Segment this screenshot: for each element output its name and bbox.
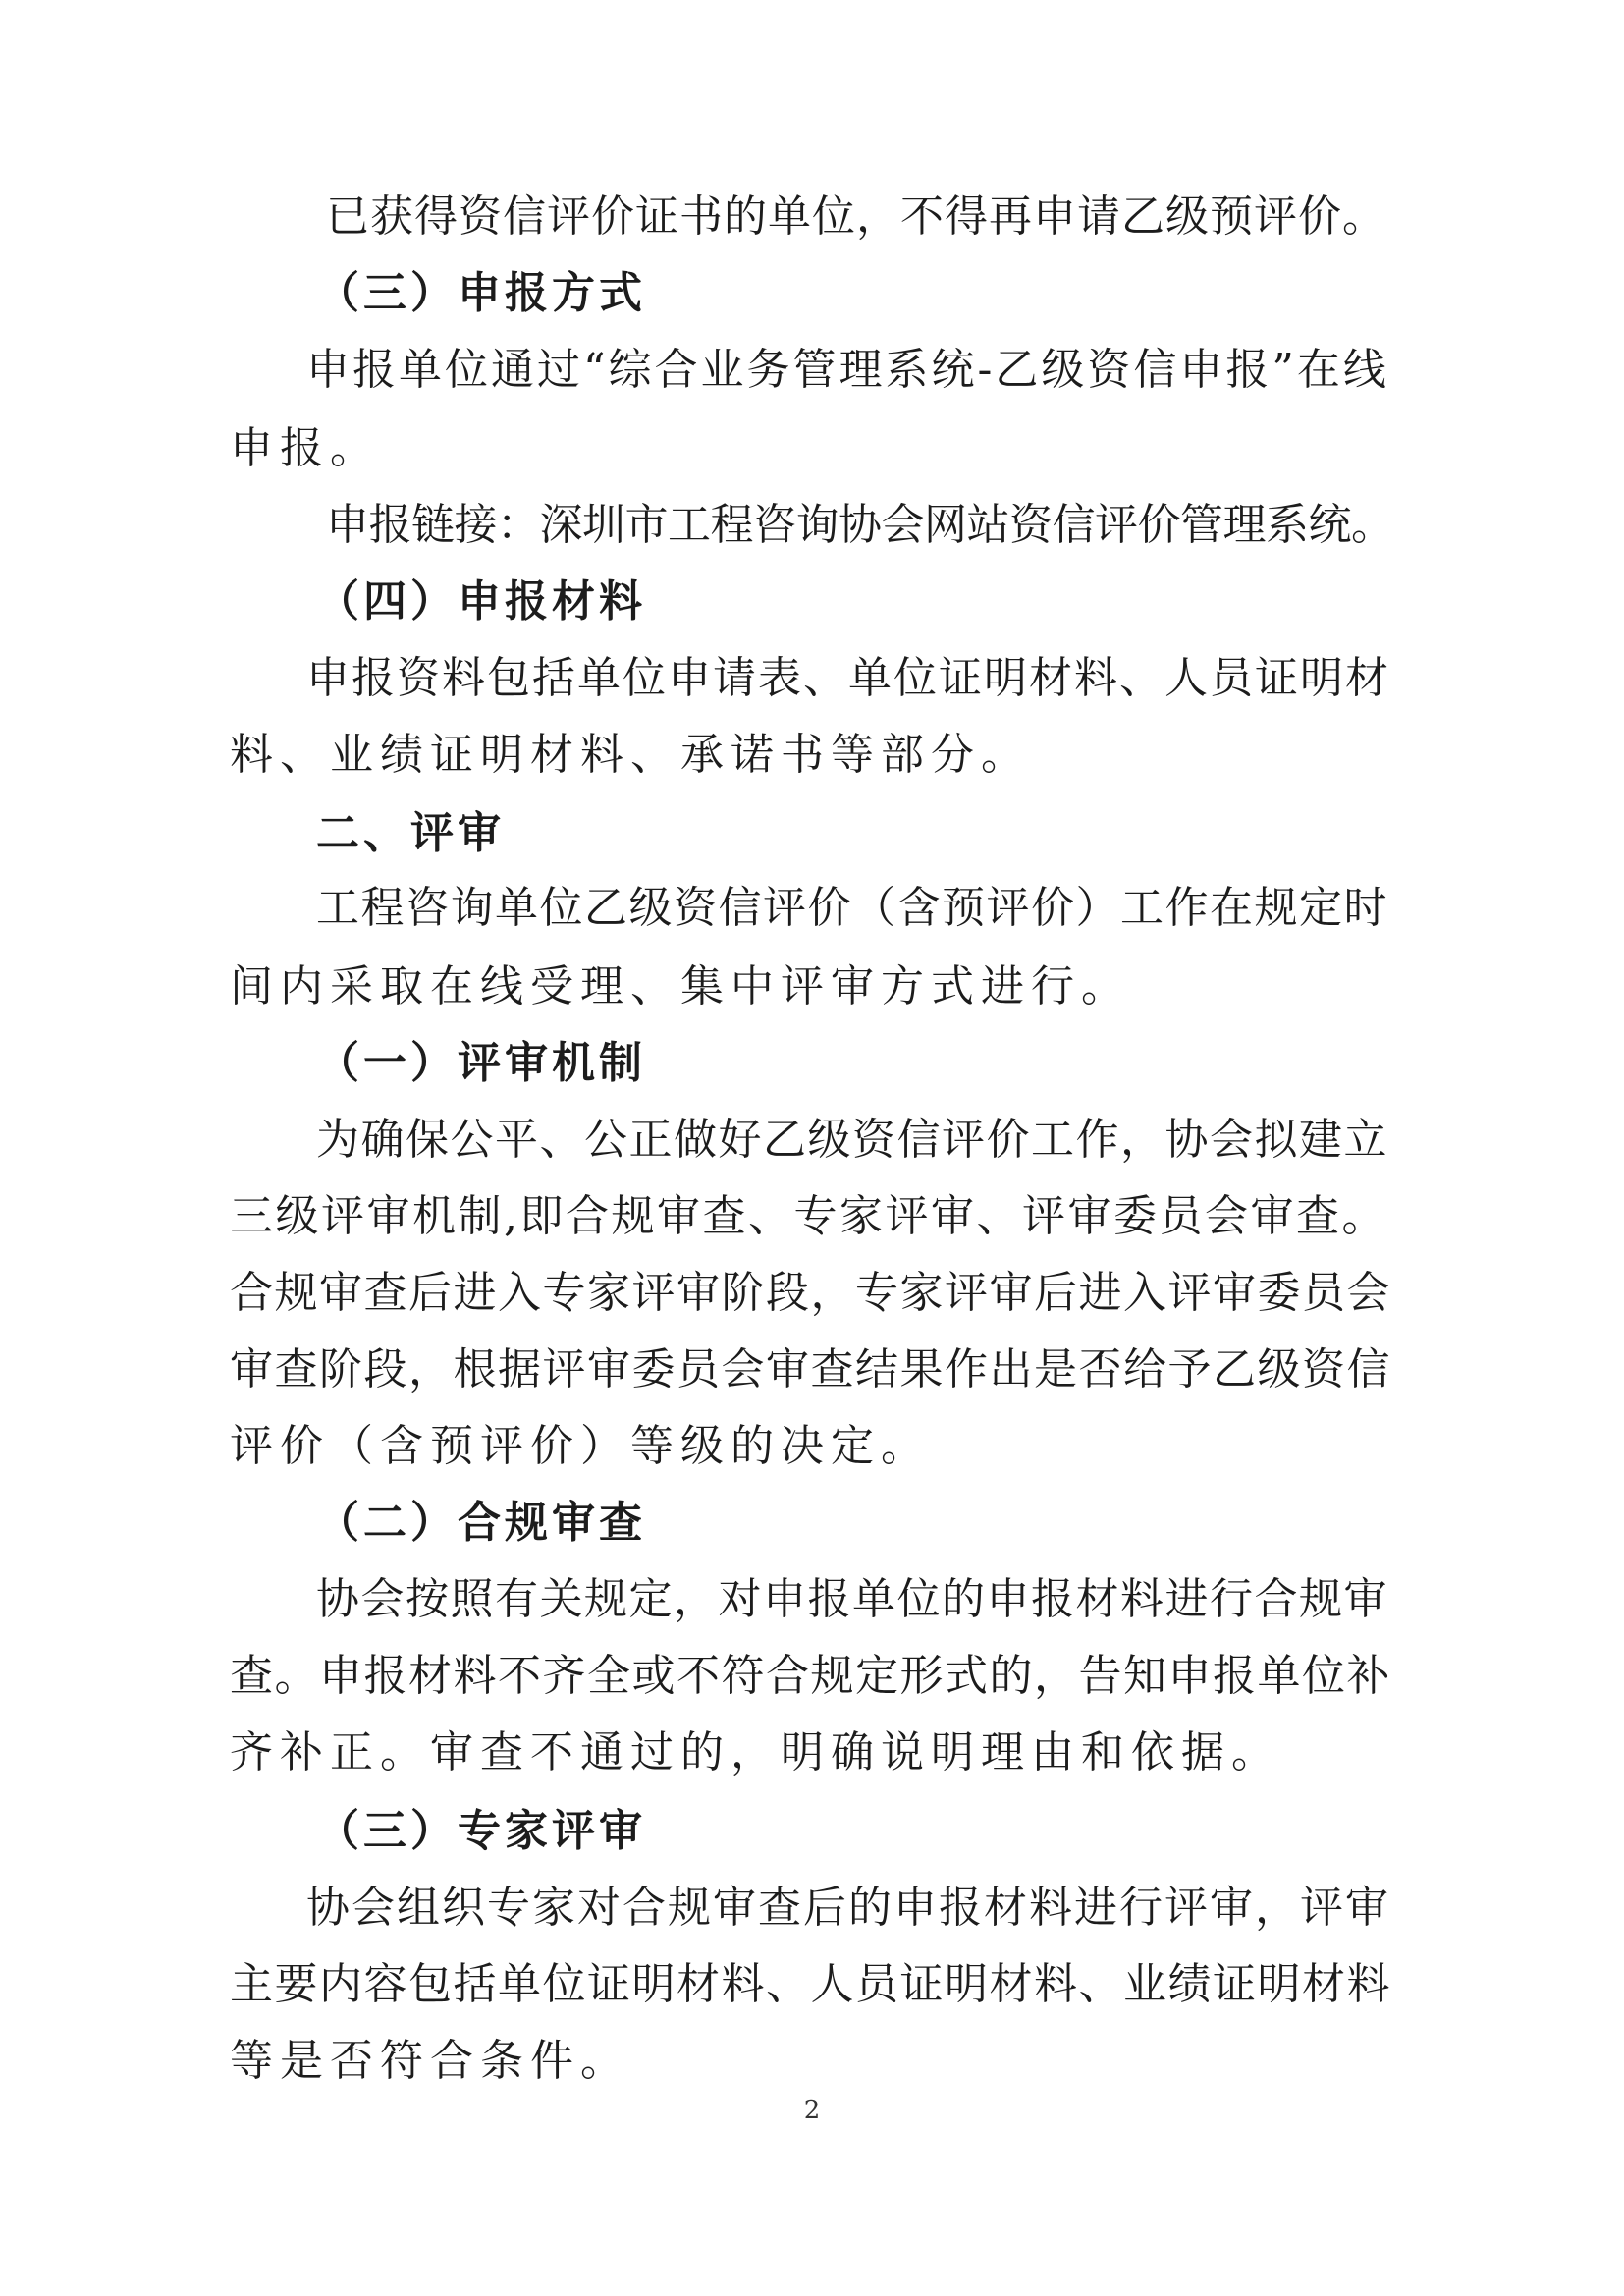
paragraph-line: 申报单位通过“综合业务管理系统-乙级资信申报”在线 (306, 345, 1389, 395)
section-heading: 二、评审 (316, 808, 505, 858)
section-heading: （一）评审机制 (316, 1038, 646, 1088)
paragraph-line: 评价（含预评价）等级的决定。 (230, 1421, 931, 1471)
paragraph-line: 协会组织专家对合规审查后的申报材料进行评审，评审 (306, 1883, 1390, 1933)
paragraph-line: 查。申报材料不齐全或不符合规定形式的，告知申报单位补 (230, 1651, 1391, 1701)
paragraph-line: 申报资料包括单位申请表、单位证明材料、人员证明材 (306, 653, 1390, 703)
section-heading: （二）合规审查 (316, 1498, 646, 1548)
paragraph-line: 协会按照有关规定，对申报单位的申报材料进行合规审 (316, 1574, 1388, 1624)
paragraph-line: 主要内容包括单位证明材料、人员证明材料、业绩证明材料 (230, 1959, 1391, 2009)
paragraph-line: 料、业绩证明材料、承诺书等部分。 (230, 730, 1031, 780)
paragraph-line: 齐补正。审查不通过的，明确说明理由和依据。 (230, 1727, 1281, 1777)
paragraph-line: 合规审查后进入专家评审阶段，专家评审后进入评审委员会 (230, 1268, 1391, 1318)
paragraph-line: 工程咨询单位乙级资信评价（含预评价）工作在规定时 (316, 883, 1388, 933)
paragraph-line: 等是否符合条件。 (230, 2036, 630, 2086)
section-heading: （三）申报方式 (316, 268, 646, 318)
section-heading: （三）专家评审 (316, 1806, 646, 1856)
paragraph-line: 审查阶段，根据评审委员会审查结果作出是否给予乙级资信 (230, 1344, 1391, 1394)
paragraph-line: 三级评审机制,即合规审查、专家评审、评审委员会审查。 (230, 1191, 1387, 1241)
page-number: 2 (803, 2096, 821, 2125)
section-heading: （四）申报材料 (316, 576, 646, 627)
paragraph-line: 间内采取在线受理、集中评审方式进行。 (230, 961, 1131, 1011)
paragraph-line: 已获得资信评价证书的单位，不得再申请乙级预评价。 (326, 191, 1386, 242)
paragraph-line: 申报链接：深圳市工程咨询协会网站资信评价管理系统。 (326, 500, 1394, 550)
paragraph-line: 为确保公平、公正做好乙级资信评价工作，协会拟建立 (316, 1115, 1388, 1165)
paragraph-line: 申报。 (230, 423, 380, 473)
